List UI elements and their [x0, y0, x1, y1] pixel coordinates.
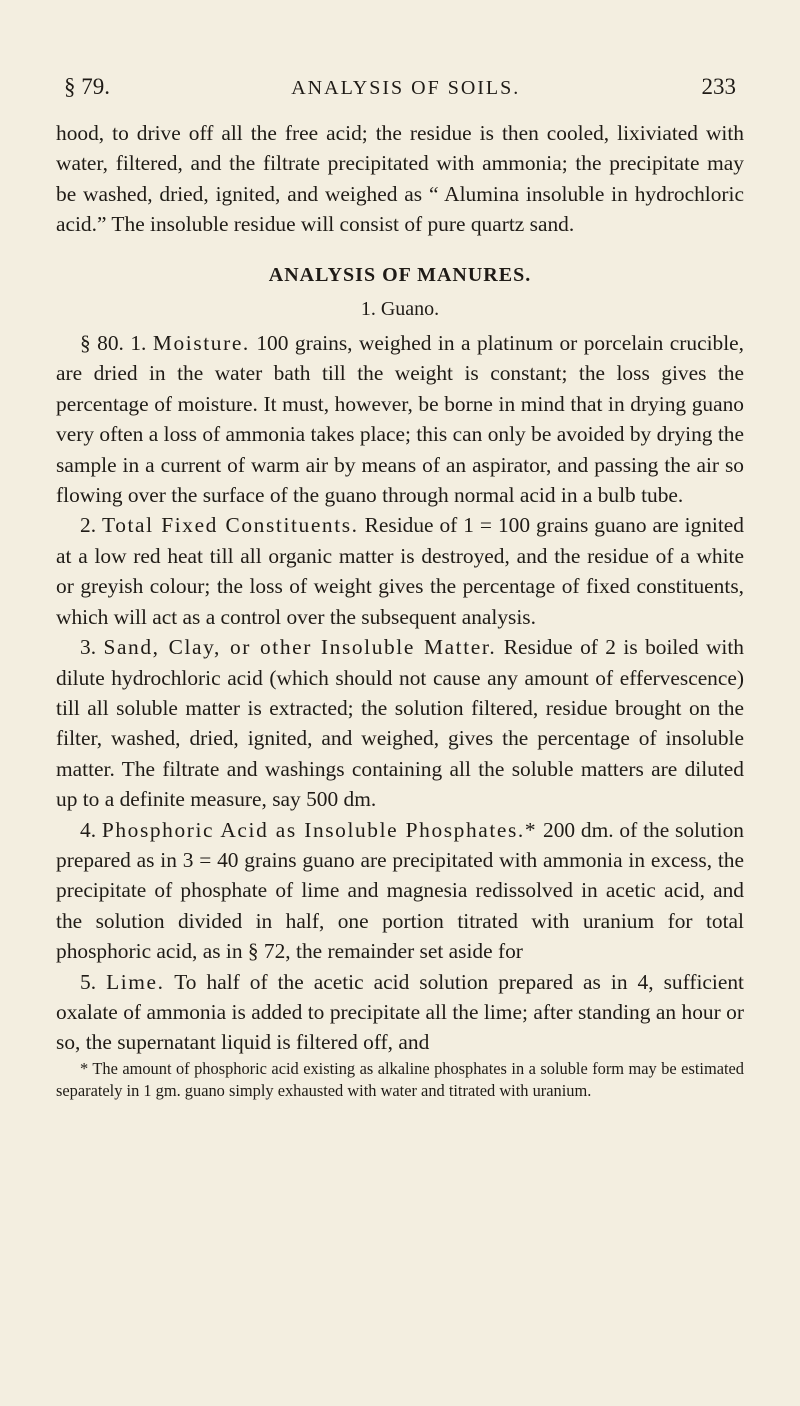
paragraph-lead: 2.	[80, 513, 97, 538]
footnote: * The amount of phosphoric acid existing as alkaline phosphates in a soluble form may be estimated separately in 1 gm. guano simply exhausted with water and titrated with uranium.	[56, 1058, 744, 1100]
paragraph-phosphoric-acid	[56, 815, 744, 967]
paragraph-text: Residue of 1 = 100 grains guano are ignited at a low red heat till all organic matter is destroyed, and the residue of a white or greyish colour; the loss of weight gives the percentage of fixed constituents, which will act as a control over the subsequent analysis.	[56, 513, 744, 629]
paragraph-fixed-constituents	[56, 510, 744, 632]
paragraph-text: Residue of 2 is boiled with dilute hydrochloric acid (which should not cause any amount of effervescence) till all soluble matter is extracted; the solution filtered, residue brought on the filter, washed, dried, ignited, and weighed, gives the percentage of insoluble matter. The filtrate and washings containing all the soluble matters are diluted up to a definite measure, say 500 dm.	[56, 635, 744, 812]
paragraph-heading: Moisture.	[152, 331, 250, 356]
paragraph-lead: 3.	[80, 635, 97, 660]
paragraph-heading: Sand, Clay, or other Insoluble Matter.	[103, 635, 497, 660]
paragraph-lead: § 80. 1.	[80, 331, 147, 356]
page-number: 233	[701, 74, 736, 99]
intro-paragraph: hood, to drive off all the free acid; the residue is then cooled, lixiviated with water, filtered, and the filtrate precipitated with ammonia; the precipitate may be washed, dried, ignited, and weighed as “ Alumina insoluble in hydrochloric acid.” The insoluble residue will consist of pure quartz sand.	[56, 121, 744, 237]
paragraph-heading: Lime.	[106, 969, 165, 994]
paragraph-heading: Total Fixed Constituents.	[102, 513, 359, 538]
subsection-title: 1. Guano.	[360, 297, 440, 320]
paragraph-lime	[56, 967, 744, 1058]
section-number: § 79.	[64, 74, 110, 99]
running-title: ANALYSIS OF SOILS.	[291, 77, 521, 99]
paragraph-lead: 4.	[80, 817, 97, 842]
section-title: ANALYSIS OF MANURES.	[268, 263, 532, 286]
paragraph-heading: Phosphoric Acid as Insoluble Phosphates.*	[101, 817, 538, 842]
running-head	[64, 74, 736, 100]
paragraph-lead: 5.	[80, 969, 97, 994]
paragraph-text: 200 dm. of the solution prepared as in 3 = 40 grains guano are precipitated with ammonia in excess, the precipitate of phosphate of lime and magnesia redissolved in acetic acid, and the solution divided in half, one portion titrated with uranium for total phosphoric acid, as in § 72, the remainder set aside for	[56, 817, 744, 964]
paragraph-text: 100 grains, weighed in a platinum or porcelain crucible, are dried in the water bath till the weight is constant; the loss gives the percentage of moisture. It must, however, be borne in mind that in drying guano very often a loss of ammonia takes place; this can only be avoided by drying the sample in a current of warm air by means of an aspirator, and passing the air so flowing over the surface of the guano through normal acid in a bulb tube.	[56, 331, 745, 508]
paragraph-moisture	[56, 328, 744, 510]
page-body	[56, 118, 744, 1102]
paragraph-insoluble-matter	[56, 632, 744, 814]
paragraph-text: To half of the acetic acid solution prepared as in 4, sufficient oxalate of ammonia is added to precipitate all the lime; after standing an hour or so, the supernatant liquid is filtered off, and	[56, 969, 744, 1055]
